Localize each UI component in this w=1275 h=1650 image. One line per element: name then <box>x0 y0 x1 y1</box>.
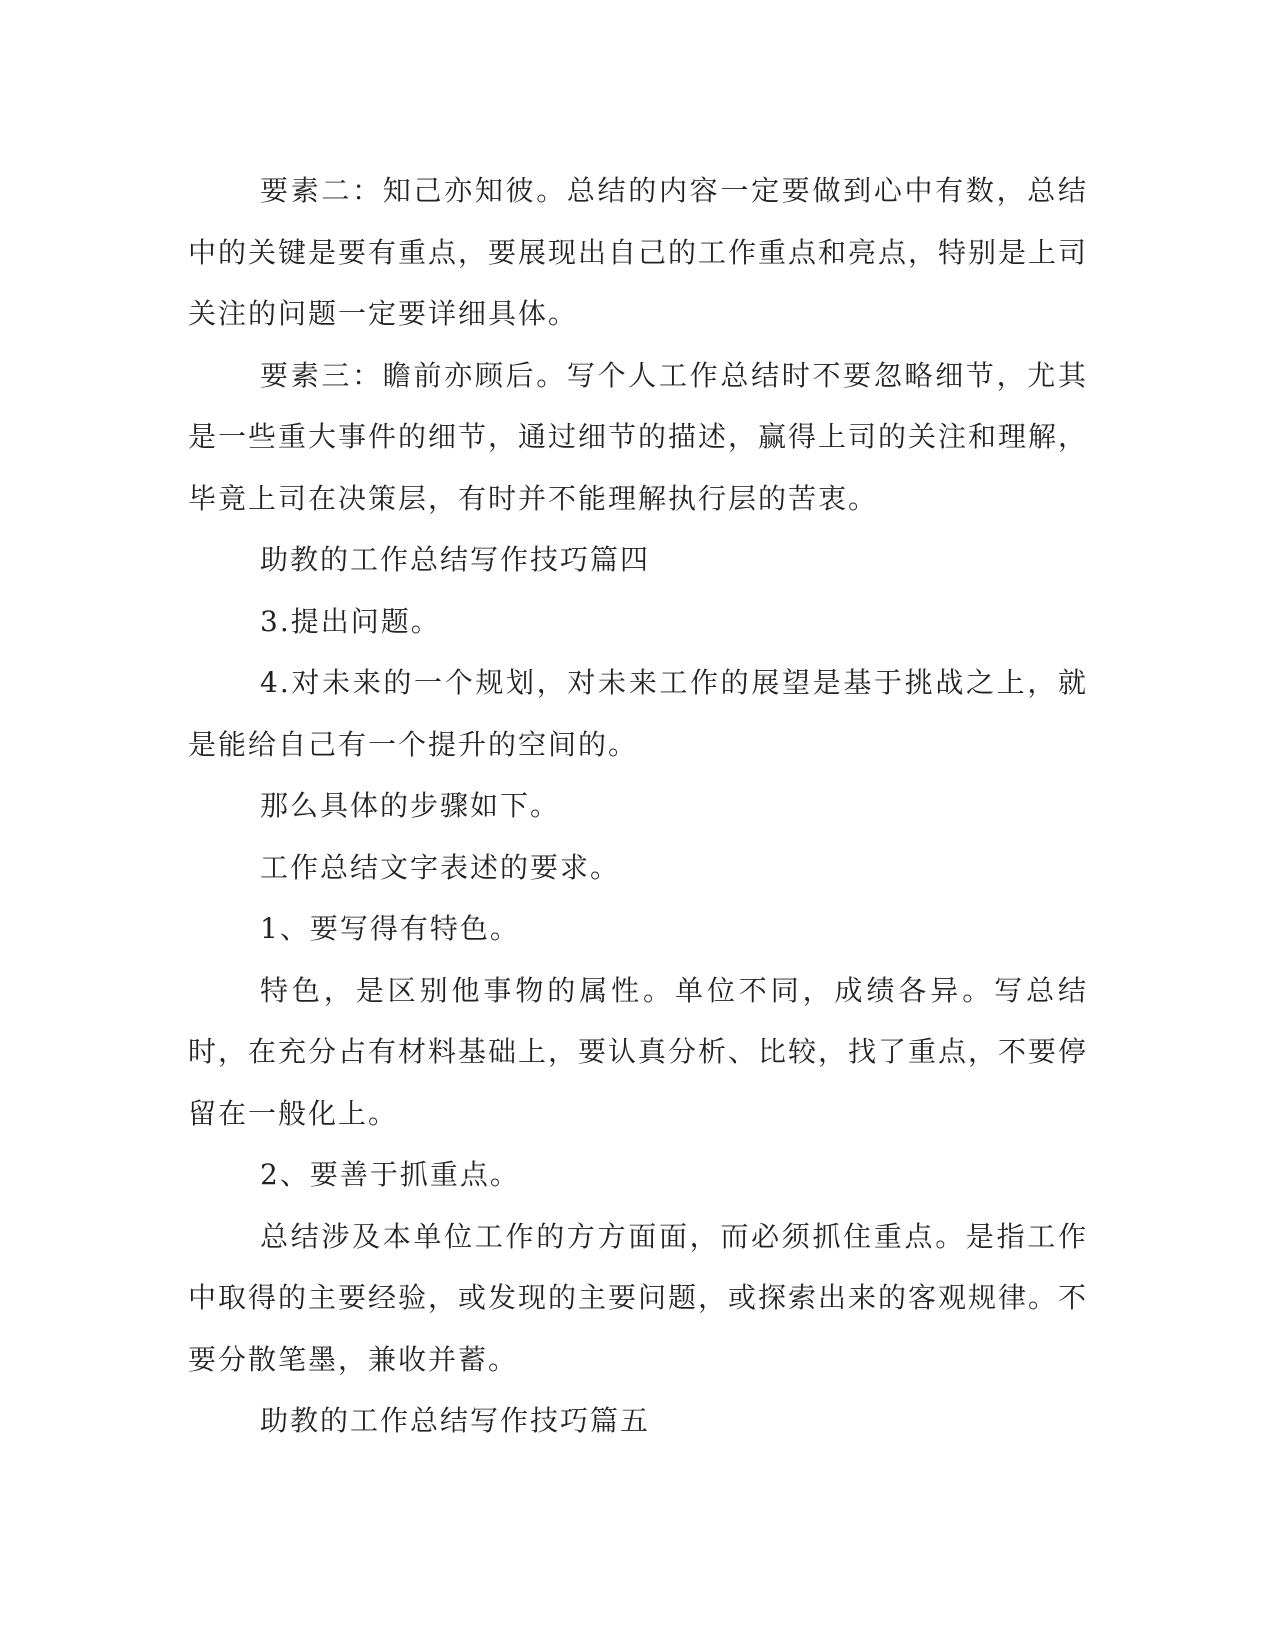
list-item-4: 4.对未来的一个规划，对未来工作的展望是基于挑战之上，就是能给自己有一个提升的空间的。 <box>188 666 1088 761</box>
requirement-1-body: 特色，是区别他事物的属性。单位不同，成绩各异。写总结时，在充分占有材料基础上，要认真分析、比较，找了重点，不要停留在一般化上。 <box>188 973 1089 1130</box>
section-heading-part-four: 助教的工作总结写作技巧篇四 <box>260 543 651 576</box>
requirement-2-title: 2、要善于抓重点。 <box>260 1158 520 1191</box>
requirement-2-body: 总结涉及本单位工作的方方面面，而必须抓住重点。是指工作中取得的主要经验，或发现的主要问题，或探索出来的客观规律。不要分散笔墨，兼收并蓄。 <box>188 1219 1089 1376</box>
paragraph-steps-intro: 那么具体的步骤如下。 <box>260 789 561 822</box>
list-item-3: 3.提出问题。 <box>260 604 441 638</box>
section-heading-part-five: 助教的工作总结写作技巧篇五 <box>260 1404 651 1437</box>
paragraph-element-two: 要素二：知己亦知彼。总结的内容一定要做到心中有数，总结中的关键是要有重点，要展现出自己的工作重点和亮点，特别是上司关注的问题一定要详细具体。 <box>188 174 1089 330</box>
document-body <box>188 160 1088 1452</box>
requirement-1-title: 1、要写得有特色。 <box>260 912 520 945</box>
paragraph-element-three: 要素三：瞻前亦顾后。写个人工作总结时不要忽略细节，尤其是一些重大事件的细节，通过细节的描述，赢得上司的关注和理解，毕竟上司在决策层，有时并不能理解执行层的苦衷。 <box>188 358 1089 515</box>
paragraph-requirements-title: 工作总结文字表述的要求。 <box>260 850 621 884</box>
